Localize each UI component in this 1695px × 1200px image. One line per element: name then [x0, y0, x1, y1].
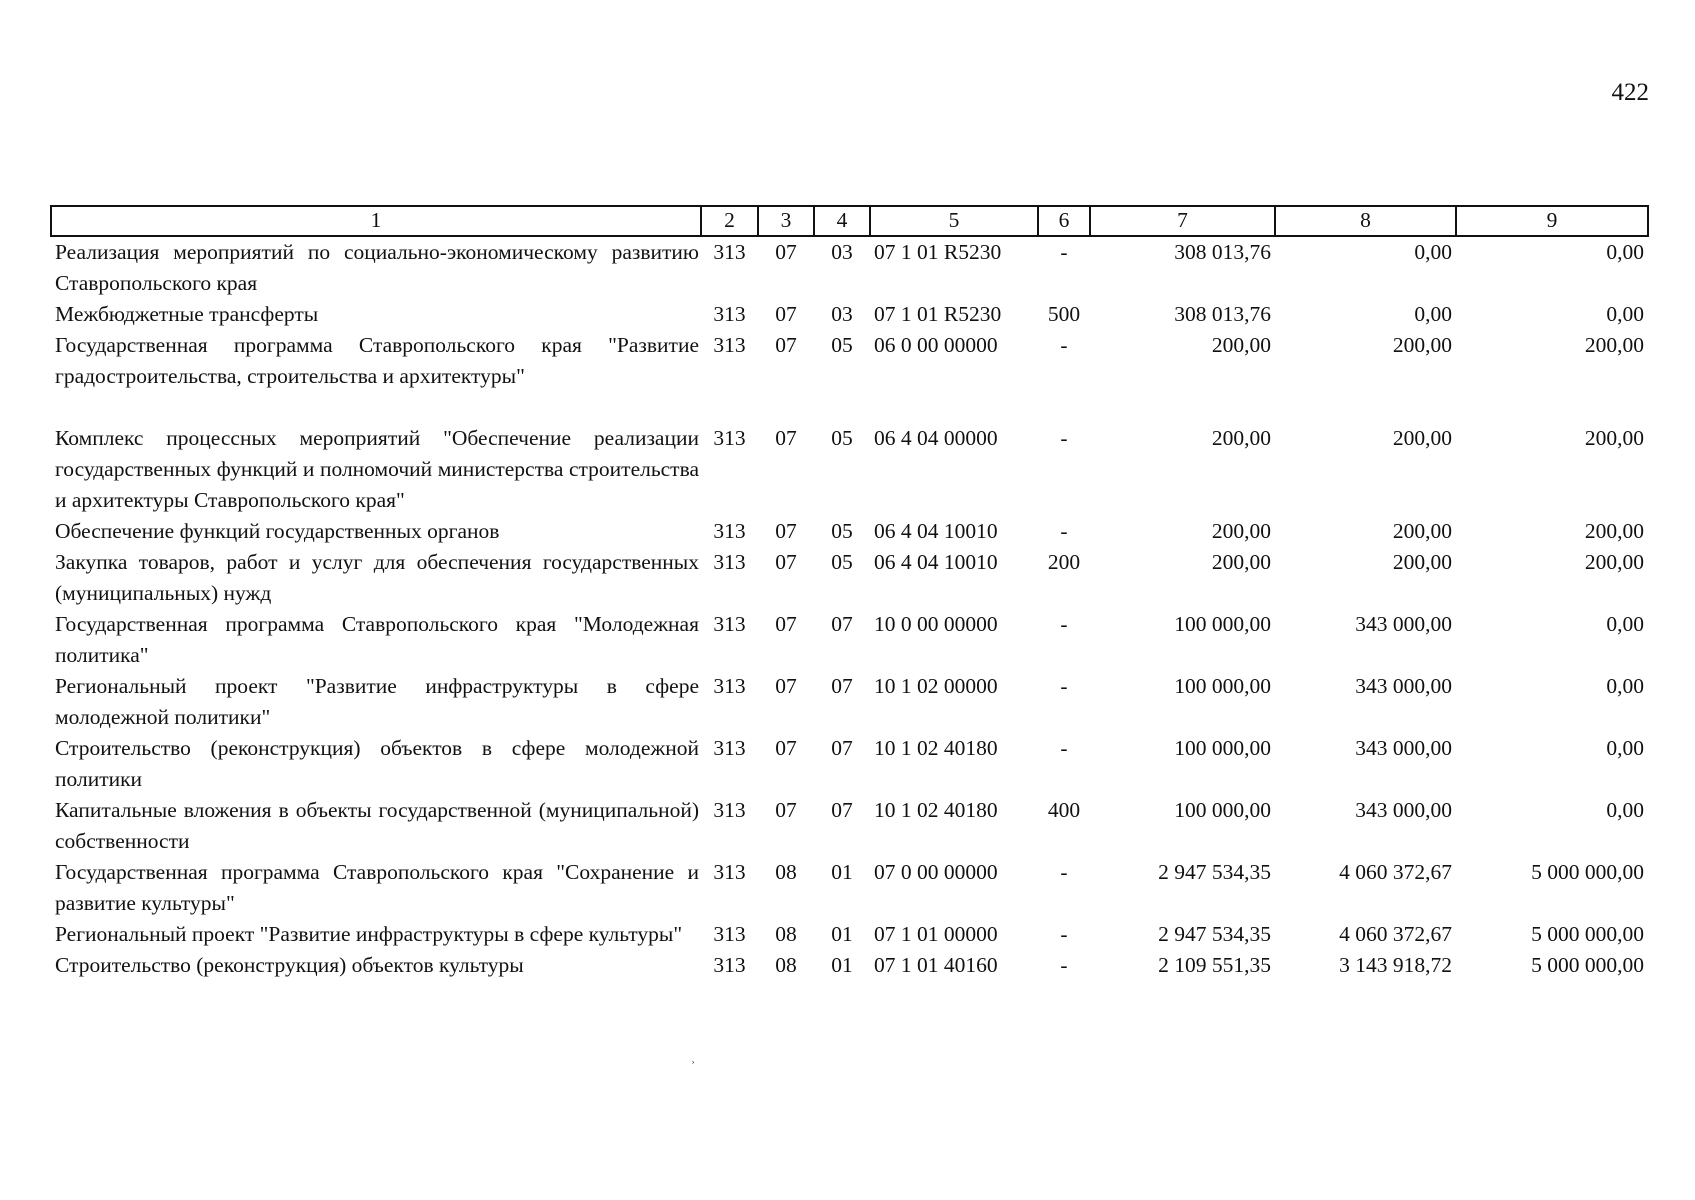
row-amount-year-1: 200,00	[1211, 426, 1271, 450]
row-amount-year-2: 0,00	[1414, 302, 1452, 326]
row-amount-year-1: 2 947 534,35	[1158, 922, 1271, 946]
row-target-article: 10 1 02 40180	[874, 736, 998, 760]
row-name: Региональный проект "Развитие инфраструктуры в сфере культуры"	[55, 922, 683, 946]
row-name: Капитальные вложения в объекты государственной (муниципальной) собственности	[55, 798, 699, 853]
row-name: Обеспечение функций государственных органов	[55, 519, 500, 543]
header-col-1: 1	[51, 206, 701, 236]
row-amount-year-1: 200,00	[1211, 519, 1271, 543]
row-amount-year-2: 4 060 372,67	[1339, 922, 1452, 946]
row-target-article: 10 0 00 00000	[874, 612, 998, 636]
row-subsection: 01	[831, 953, 853, 977]
header-col-7: 7	[1090, 206, 1275, 236]
row-admin-code: 313	[713, 674, 746, 698]
row-amount-year-1: 2 947 534,35	[1158, 860, 1271, 884]
row-section: 08	[775, 922, 797, 946]
row-amount-year-1: 100 000,00	[1174, 674, 1271, 698]
row-expense-type: 200	[1047, 550, 1081, 574]
row-admin-code: 313	[713, 302, 746, 326]
header-col-9: 9	[1456, 206, 1648, 236]
row-amount-year-3: 200,00	[1584, 550, 1644, 574]
row-amount-year-1: 100 000,00	[1174, 736, 1271, 760]
row-admin-code: 313	[713, 612, 746, 636]
table-row	[51, 950, 1648, 981]
row-section: 07	[775, 240, 797, 264]
row-expense-type: -	[1060, 953, 1068, 977]
row-expense-type: -	[1060, 612, 1068, 636]
row-target-article: 10 1 02 00000	[874, 674, 998, 698]
header-col-5: 5	[870, 206, 1038, 236]
row-amount-year-2: 0,00	[1414, 240, 1452, 264]
row-admin-code: 313	[713, 798, 746, 822]
row-expense-type: -	[1060, 333, 1068, 357]
row-admin-code: 313	[713, 426, 746, 450]
budget-table	[50, 205, 1649, 981]
row-admin-code: 313	[713, 953, 746, 977]
row-expense-type: -	[1060, 922, 1068, 946]
row-name: Государственная программа Ставропольского края "Развитие градостроительства, строительства и архитектуры"	[55, 333, 699, 388]
row-amount-year-1: 2 109 551,35	[1158, 953, 1271, 977]
row-target-article: 07 0 00 00000	[874, 860, 998, 884]
row-subsection: 01	[831, 860, 853, 884]
row-target-article: 07 1 01 R5230	[874, 302, 1002, 326]
header-row	[51, 206, 1648, 236]
table-row	[51, 516, 1648, 547]
row-amount-year-3: 200,00	[1584, 519, 1644, 543]
row-amount-year-3: 0,00	[1606, 736, 1644, 760]
row-name: Государственная программа Ставропольского края "Сохранение и развитие культуры"	[55, 860, 699, 915]
row-amount-year-2: 200,00	[1392, 333, 1452, 357]
row-subsection: 07	[831, 674, 853, 698]
row-amount-year-3: 200,00	[1584, 333, 1644, 357]
row-admin-code: 313	[713, 550, 746, 574]
row-subsection: 03	[831, 302, 853, 326]
row-section: 08	[775, 860, 797, 884]
row-name: Реализация мероприятий по социально-экономическому развитию Ставропольского края	[55, 240, 699, 295]
row-section: 07	[775, 736, 797, 760]
row-section: 07	[775, 612, 797, 636]
row-amount-year-3: 5 000 000,00	[1531, 922, 1644, 946]
row-amount-year-1: 308 013,76	[1174, 240, 1271, 264]
table-row	[51, 423, 1648, 516]
row-subsection: 05	[831, 550, 853, 574]
table-row	[51, 330, 1648, 423]
row-amount-year-1: 200,00	[1211, 550, 1271, 574]
row-amount-year-1: 200,00	[1211, 333, 1271, 357]
row-expense-type: -	[1060, 519, 1068, 543]
row-section: 07	[775, 333, 797, 357]
row-expense-type: -	[1060, 860, 1068, 884]
row-admin-code: 313	[713, 519, 746, 543]
row-expense-type: -	[1060, 674, 1068, 698]
row-amount-year-3: 0,00	[1606, 302, 1644, 326]
row-amount-year-2: 4 060 372,67	[1339, 860, 1452, 884]
row-target-article: 06 4 04 10010	[874, 550, 998, 574]
row-amount-year-2: 343 000,00	[1355, 798, 1452, 822]
row-admin-code: 313	[713, 736, 746, 760]
row-subsection: 05	[831, 519, 853, 543]
row-name: Комплекс процессных мероприятий "Обеспечение реализации государственных функций и полномочий министерства строительства и архитектуры Ставропольского края"	[55, 426, 699, 512]
row-amount-year-1: 308 013,76	[1174, 302, 1271, 326]
header-col-6: 6	[1038, 206, 1090, 236]
row-target-article: 06 4 04 00000	[874, 426, 998, 450]
row-section: 07	[775, 426, 797, 450]
table-row	[51, 299, 1648, 330]
header-col-2: 2	[701, 206, 758, 236]
row-name: Закупка товаров, работ и услуг для обеспечения государственных (муниципальных) нужд	[55, 550, 699, 605]
row-subsection: 07	[831, 736, 853, 760]
row-amount-year-2: 200,00	[1392, 550, 1452, 574]
row-target-article: 07 1 01 00000	[874, 922, 998, 946]
table-row	[51, 547, 1648, 609]
table-row	[51, 733, 1648, 795]
header-col-8: 8	[1275, 206, 1456, 236]
table-row	[51, 857, 1648, 919]
row-amount-year-2: 3 143 918,72	[1339, 953, 1452, 977]
row-name: Строительство (реконструкция) объектов культуры	[55, 953, 524, 977]
row-amount-year-3: 0,00	[1606, 612, 1644, 636]
table-row	[51, 795, 1648, 857]
row-expense-type: -	[1060, 426, 1068, 450]
row-amount-year-3: 0,00	[1606, 798, 1644, 822]
row-amount-year-3: 0,00	[1606, 240, 1644, 264]
row-amount-year-3: 200,00	[1584, 426, 1644, 450]
table-row	[51, 919, 1648, 950]
row-target-article: 06 0 00 00000	[874, 333, 998, 357]
row-section: 07	[775, 302, 797, 326]
row-admin-code: 313	[713, 240, 746, 264]
row-amount-year-3: 5 000 000,00	[1531, 953, 1644, 977]
table-row	[51, 236, 1648, 299]
row-expense-type: -	[1060, 736, 1068, 760]
row-expense-type: 400	[1047, 798, 1081, 822]
row-amount-year-3: 0,00	[1606, 674, 1644, 698]
row-name: Строительство (реконструкция) объектов в сфере молодежной политики	[55, 736, 699, 791]
row-subsection: 07	[831, 798, 853, 822]
table-header	[51, 206, 1648, 236]
row-admin-code: 313	[713, 333, 746, 357]
header-col-4: 4	[814, 206, 870, 236]
row-subsection: 05	[831, 426, 853, 450]
row-name: Региональный проект "Развитие инфраструктуры в сфере молодежной политики"	[55, 674, 699, 729]
row-amount-year-2: 200,00	[1392, 519, 1452, 543]
row-expense-type: -	[1060, 240, 1068, 264]
row-amount-year-2: 343 000,00	[1355, 674, 1452, 698]
row-subsection: 05	[831, 333, 853, 357]
row-amount-year-1: 100 000,00	[1174, 798, 1271, 822]
scan-speck: ¸	[691, 1050, 695, 1064]
row-subsection: 03	[831, 240, 853, 264]
table-row	[51, 671, 1648, 733]
row-amount-year-2: 343 000,00	[1355, 736, 1452, 760]
row-target-article: 07 1 01 R5230	[874, 240, 1002, 264]
row-admin-code: 313	[713, 860, 746, 884]
table-body	[51, 236, 1648, 981]
row-amount-year-3: 5 000 000,00	[1531, 860, 1644, 884]
table-row	[51, 609, 1648, 671]
row-section: 07	[775, 674, 797, 698]
row-target-article: 07 1 01 40160	[874, 953, 998, 977]
row-target-article: 06 4 04 10010	[874, 519, 998, 543]
row-amount-year-2: 343 000,00	[1355, 612, 1452, 636]
row-section: 07	[775, 550, 797, 574]
page-number: 422	[1611, 79, 1649, 106]
row-name: Межбюджетные трансферты	[55, 302, 319, 326]
row-section: 08	[775, 953, 797, 977]
row-section: 07	[775, 798, 797, 822]
row-target-article: 10 1 02 40180	[874, 798, 998, 822]
row-expense-type: 500	[1047, 302, 1081, 326]
row-subsection: 01	[831, 922, 853, 946]
row-name: Государственная программа Ставропольского края "Молодежная политика"	[55, 612, 699, 667]
row-amount-year-1: 100 000,00	[1174, 612, 1271, 636]
row-section: 07	[775, 519, 797, 543]
row-subsection: 07	[831, 612, 853, 636]
row-amount-year-2: 200,00	[1392, 426, 1452, 450]
row-admin-code: 313	[713, 922, 746, 946]
header-col-3: 3	[758, 206, 814, 236]
